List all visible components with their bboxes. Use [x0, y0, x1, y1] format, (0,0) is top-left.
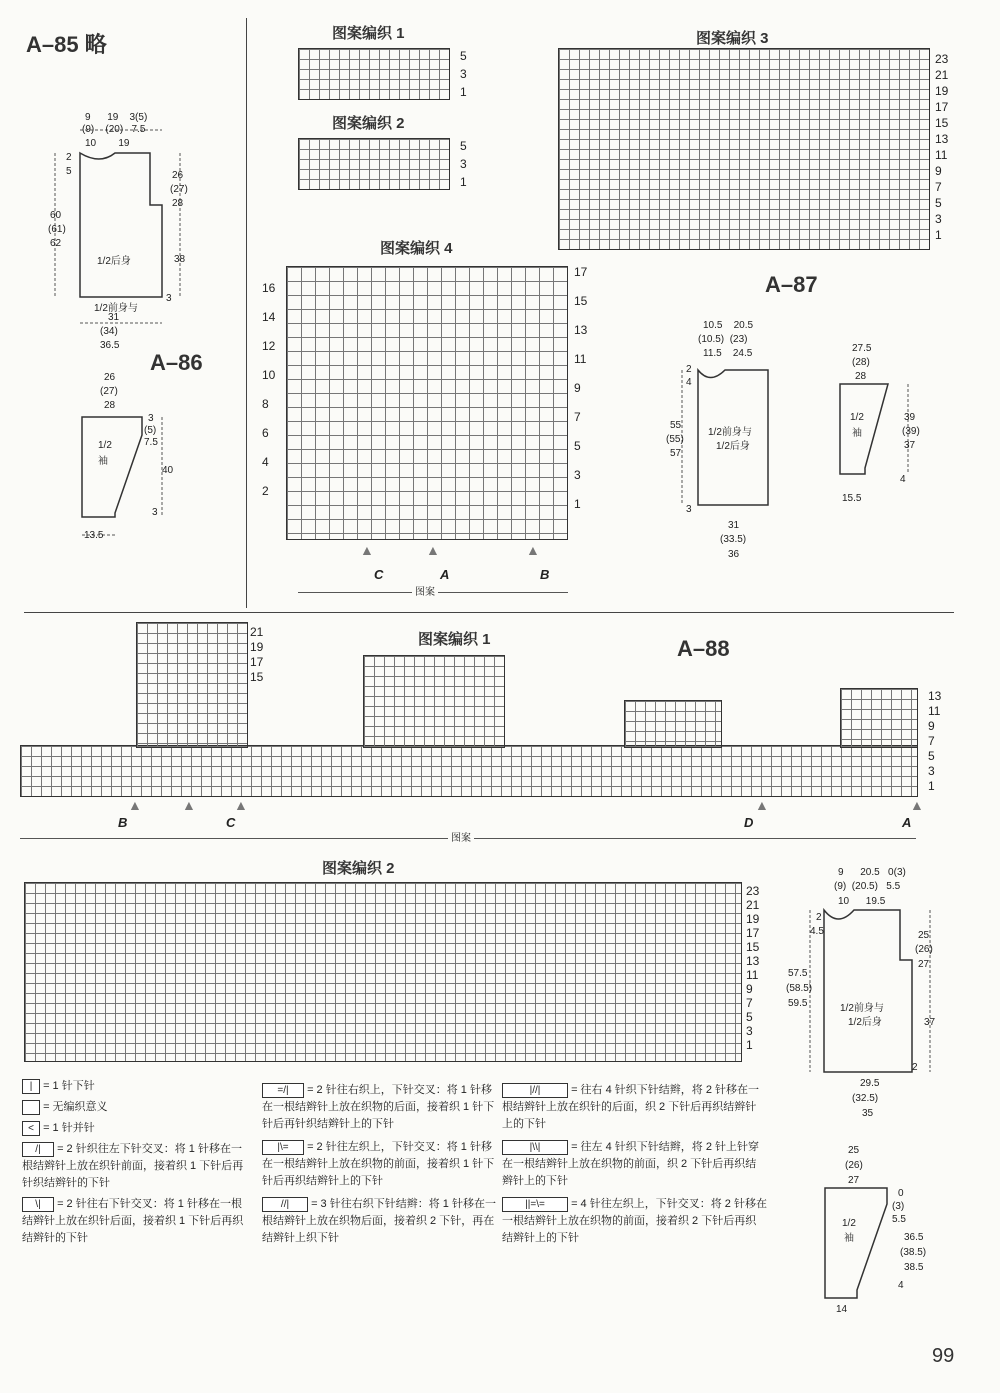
legend-text: = 2 针织往左下针交叉：将 1 针移在一根结辫针上放在织针前面，接着织 1 下针后再针织结辫针的下针: [22, 1143, 244, 1189]
a85-bottom-1: 31: [108, 312, 120, 323]
legend-text: = 往左 4 针织下针结辫，将 2 针上针穿在一根结辫针上放在织物的前面，织 2 下针后再织结辫针上的下针: [502, 1141, 760, 1187]
a88-body-top-2: 20.5: [860, 867, 880, 878]
a85-right-len-1: 26: [172, 170, 184, 181]
a88-p2-row: 3: [746, 1024, 753, 1038]
a88-body-top2-3: 5.5: [886, 881, 901, 892]
three-stitch-right-cable-icon: //|: [262, 1197, 308, 1212]
a88-pattern1-title: 图案编织 1: [418, 631, 491, 648]
a88-p1-row: 5: [928, 749, 935, 763]
pattern4-left-row: 14: [262, 310, 276, 324]
a88-p2-row: 11: [746, 968, 759, 982]
a86-right-small-1: 3: [148, 413, 154, 424]
a88-body-left-len-1: 57.5: [788, 968, 808, 979]
pattern4-left-row: 8: [262, 397, 269, 411]
legend-item: [22, 1120, 252, 1137]
a88-p2-row: 5: [746, 1010, 753, 1024]
a85-top-1: 9: [85, 112, 91, 123]
legend-text: = 往右 4 针织下针结辫，将 2 针移在一根结辫针上放在织针的后面，织 2 下针后再织结辫针上的下针: [502, 1084, 760, 1130]
a88-body-bottom-2: (32.5): [852, 1093, 879, 1104]
pattern4-left-row: 6: [262, 426, 269, 440]
a87-sleeve-label-2: 袖: [852, 428, 862, 439]
pattern2-top-row-3: 3: [460, 157, 467, 171]
pattern4-left-row: 2: [262, 484, 269, 498]
a88-sleeve-len-1: 36.5: [904, 1232, 924, 1243]
pattern4-right-row: 11: [574, 352, 587, 366]
a88-arrow-a-icon: ▲: [910, 797, 924, 813]
a88-pattern1-rows-left: [250, 626, 263, 684]
a87-sleeve-len-3: 37: [904, 440, 916, 451]
pattern2-top-grid: [298, 138, 450, 190]
a88-p1-block-a: [840, 688, 918, 748]
a87-sleeve-len-2: (39): [902, 426, 920, 437]
legend-item: [262, 1139, 497, 1190]
pattern1-top-row-3: 3: [460, 67, 467, 81]
pattern2-top-row-5: 5: [460, 139, 467, 153]
pattern4-right-row: 5: [574, 439, 581, 453]
a88-p1-row: 3: [928, 764, 935, 778]
a85-top2-1: (9): [82, 124, 95, 135]
a88-sleeve-label-2: 袖: [844, 1233, 854, 1244]
a85-code: A–85 略: [26, 32, 107, 57]
a88-body-label-1: 1/2前身与: [840, 1003, 884, 1014]
a87-top2-1: (10.5): [698, 334, 725, 345]
a85-bottom-3: 36.5: [100, 340, 120, 351]
a85-top-2: 19: [107, 112, 119, 123]
a88-body-right-len-2: (26): [915, 944, 933, 955]
a85-top2-2: (20): [105, 124, 124, 135]
a88-body-top2-1: (9): [834, 881, 847, 892]
a88-p2-row: 7: [746, 996, 753, 1010]
a88-body-left-small-2: 4.5: [810, 926, 824, 937]
a88-body-left-small-1: 2: [816, 912, 822, 923]
a88-body-right-low: 37: [924, 1017, 936, 1028]
a88-marker-d: D: [744, 815, 754, 830]
a88-p1-block-b: [136, 622, 248, 748]
divider-horizontal: [24, 612, 954, 613]
legend-text: = 2 针往左织上，下针交叉：将 1 针移在一根结辫针上放在织物的前面，接着织 1 针下针后再织结辫针上的下针: [262, 1141, 495, 1187]
legend-text: = 4 针往左织上，下针交叉：将 2 针移在一根结辫针上放在织物的前面，接着织 2 下针后再织结辫针上的下针: [502, 1198, 767, 1244]
a88-marker-a: A: [902, 815, 912, 830]
a88-pattern2-title: 图案编织 2: [322, 860, 395, 877]
a88-sleeve-top-1: 25: [848, 1145, 860, 1156]
a88-code: A–88: [677, 636, 730, 661]
a85-left-len-1: 60: [50, 210, 62, 221]
a88-body-right-len-1: 25: [918, 930, 930, 941]
a88-sleeve-len-3: 38.5: [904, 1262, 924, 1273]
a85-right-low: 38: [174, 254, 186, 265]
a88-p1-row: 19: [250, 640, 264, 654]
a88-body-bottom-1: 29.5: [860, 1078, 880, 1089]
a85-right-len-3: 28: [172, 198, 184, 209]
pattern3-row-numbers: [935, 53, 948, 242]
a88-p2-row: 19: [746, 912, 760, 926]
pattern3-row: 19: [935, 84, 949, 98]
a88-p1-band: [20, 745, 918, 797]
a87-left-small-2: 4: [686, 377, 692, 388]
a88-arrow-mid-icon: ▲: [182, 797, 196, 813]
legend-col-3: [502, 1082, 767, 1247]
a88-body-top3-1: 10: [838, 896, 850, 907]
pattern3-row: 5: [935, 196, 942, 210]
a88-sleeve-right-small-2: (3): [892, 1201, 905, 1212]
a88-p1-row: 13: [928, 689, 942, 703]
pattern2-top-title: 图案编织 2: [332, 115, 405, 132]
pattern4-marker-c: C: [374, 567, 384, 582]
pattern4-grid: [286, 266, 568, 540]
a88-p1-block-d: [624, 700, 722, 748]
a86-bottom: 13.5: [84, 530, 104, 541]
legend-item: [22, 1196, 252, 1247]
a86-right-len: 40: [162, 465, 174, 476]
pattern4-right-row: 17: [574, 265, 588, 279]
a85-top3-2: 19: [118, 138, 130, 149]
a85-left-len-3: 62: [50, 238, 62, 249]
a88-sleeve-label-1: 1/2: [842, 1218, 856, 1229]
a86-top-3: 28: [104, 400, 116, 411]
pattern1-top-row-1: 1: [460, 85, 467, 99]
a87-left-len-3: 57: [670, 448, 682, 459]
pattern1-top-grid: [298, 48, 450, 100]
pattern4-left-rows: [262, 282, 275, 498]
a88-p2-row: 23: [746, 884, 760, 898]
a88-p1-row: 9: [928, 719, 935, 733]
a87-piece-label-1: 1/2前身与: [708, 427, 752, 438]
a85-top2-3: 7.5: [131, 124, 146, 135]
legend-col-1: [22, 1078, 252, 1247]
pattern3-grid: [558, 48, 930, 250]
a88-body-label-2: 1/2后身: [848, 1017, 882, 1028]
four-stitch-left-cable-icon: |\\|: [502, 1140, 568, 1155]
a88-body-top-3: 0(3): [888, 867, 906, 878]
a87-top1-2: 20.5: [733, 320, 754, 331]
pattern4-left-row: 10: [262, 368, 276, 382]
legend-item: [262, 1082, 497, 1133]
pattern3-title: 图案编织 3: [696, 30, 769, 47]
a87-top2-2: (23): [729, 334, 748, 345]
a88-sleeve-right-small-1: 0: [898, 1188, 904, 1199]
a87-sleeve-top-2: (28): [852, 357, 870, 368]
legend-text: = 3 针往右织下针结辫：将 1 针移在一根结辫针上放在织物后面，接着织 2 下针，再在结辫针上织下针: [262, 1198, 496, 1244]
legend-item: [22, 1099, 252, 1116]
a88-sleeve-top-3: 27: [848, 1175, 860, 1186]
right-cross-icon: \|: [22, 1197, 54, 1212]
a88-body-right-len-3: 27: [918, 959, 930, 970]
pattern4-right-row: 1: [574, 497, 581, 511]
a88-p1-row: 21: [250, 625, 264, 639]
a87-bottom-2: (33.5): [720, 534, 747, 545]
a88-pattern2-rows: [746, 885, 759, 1052]
a88-p1-row: 11: [928, 704, 941, 718]
a88-arrow-c-icon: ▲: [234, 797, 248, 813]
a88-body-left-len-3: 59.5: [788, 998, 808, 1009]
a87-left-len-1: 55: [670, 420, 682, 431]
a87-top3-2: 24.5: [732, 348, 753, 359]
a85-bottom-2: (34): [100, 326, 118, 337]
a88-body-top3-2: 19.5: [865, 896, 886, 907]
legend-col-2: [262, 1082, 497, 1247]
legend-item: [22, 1078, 252, 1095]
pattern3-row: 13: [935, 132, 949, 146]
a88-p2-row: 15: [746, 940, 760, 954]
a87-sleeve-label-1: 1/2: [850, 412, 864, 423]
pattern3-row: 7: [935, 180, 942, 194]
a88-p1-row: 15: [250, 670, 264, 684]
a86-code: A–86: [150, 350, 203, 375]
a85-right-len-2: (27): [170, 184, 188, 195]
a86-piece-label-1: 1/2: [98, 440, 112, 451]
pattern4-arrow-b-icon: ▲: [526, 542, 540, 558]
legend-text: = 2 针往右织上，下针交叉：将 1 针移在一根结辫针上放在织物的后面，接着织 1 针下针后再针织结辫针上的下针: [262, 1084, 495, 1130]
legend-text: = 2 针往右下针交叉：将 1 针移在一根结辫针上放在织针后面，接着织 1 下针后再织结辫针的下针: [22, 1198, 244, 1244]
a86-top-1: 26: [104, 372, 116, 383]
a87-code: A–87: [765, 272, 818, 297]
a88-sleeve-bottom: 15.5: [842, 493, 862, 504]
a88-sleeve-top-2: (26): [845, 1160, 863, 1171]
pattern4-left-row: 4: [262, 455, 269, 469]
pattern4-right-row: 7: [574, 410, 581, 424]
legend-text: = 1 针下针: [43, 1080, 95, 1092]
pattern2-top-row-1: 1: [460, 175, 467, 189]
pattern4-left-row: 12: [262, 339, 276, 353]
a88-body-right-bottom: 2: [912, 1062, 918, 1073]
a88-sleeve-small: 4: [898, 1280, 904, 1291]
knit-stitch-icon: |: [22, 1079, 40, 1094]
a88-p2-row: 17: [746, 926, 760, 940]
pattern4-right-row: 13: [574, 323, 588, 337]
a87-sleeve-top-3: 28: [855, 371, 867, 382]
pattern3-row: 3: [935, 212, 942, 226]
a87-piece-label-2: 1/2后身: [716, 441, 750, 452]
a86-right-small-2: (5): [144, 425, 157, 436]
legend-item: [502, 1139, 767, 1190]
pattern4-arrow-c-icon: ▲: [360, 542, 374, 558]
a85-left-small-1: 2: [66, 152, 72, 163]
a88-pattern1-caption: 图案: [448, 833, 474, 845]
a86-right-bottom: 3: [152, 507, 158, 518]
a88-pattern1-rows-right: [928, 690, 941, 793]
a87-left-bottom: 3: [686, 504, 692, 515]
pattern3-row: 21: [935, 68, 949, 82]
a87-left-small-1: 2: [686, 364, 692, 375]
pattern4-right-row: 15: [574, 294, 588, 308]
pattern3-row: 9: [935, 164, 942, 178]
page-number: 99: [932, 1345, 955, 1367]
pattern3-row: 23: [935, 52, 949, 66]
left-cross-icon: /|: [22, 1142, 54, 1157]
a88-marker-b: B: [118, 815, 128, 830]
a86-piece-label-2: 袖: [98, 456, 108, 467]
a88-sleeve-right-small-3: 5.5: [892, 1214, 906, 1225]
no-stitch-icon: [22, 1100, 40, 1115]
a87-bottom-3: 36: [728, 549, 740, 560]
a85-top-3: 3(5): [129, 112, 148, 123]
a88-p1-row: 17: [250, 655, 264, 669]
legend-text: = 无编织意义: [43, 1101, 108, 1113]
a88-p2-row: 9: [746, 982, 753, 996]
a88-p2-row: 21: [746, 898, 760, 912]
a85-piece-label-1: 1/2前身与: [94, 303, 138, 314]
a88-p2-row: 13: [746, 954, 760, 968]
decrease-stitch-icon: <: [22, 1121, 40, 1136]
a88-body-left-len-2: (58.5): [786, 983, 813, 994]
pattern4-marker-a: A: [440, 567, 450, 582]
a85-left-len-2: (61): [48, 224, 66, 235]
a88-body-top-1: 9: [838, 867, 844, 878]
four-stitch-left-purl-cross-icon: ||=\=: [502, 1197, 568, 1212]
a88-marker-c: C: [226, 815, 236, 830]
a87-left-len-2: (55): [666, 434, 684, 445]
a88-arrow-d-icon: ▲: [755, 797, 769, 813]
pattern1-top-title: 图案编织 1: [332, 25, 405, 42]
left-purl-cross-icon: |\=: [262, 1140, 304, 1155]
a88-sleeve-len-2: (38.5): [900, 1247, 927, 1258]
a88-p1-block-c: [363, 655, 505, 748]
a88-pattern2-grid: [24, 882, 742, 1062]
a87-sleeve-len-1: 39: [904, 412, 916, 423]
a87-bottom-1: 31: [728, 520, 740, 531]
pattern1-top-row-5: 5: [460, 49, 467, 63]
a85-piece-label-2: 1/2后身: [97, 256, 131, 267]
a88-sleeve-bottom: 14: [836, 1304, 848, 1315]
a85-top3-1: 10: [85, 138, 97, 149]
a88-p1-row: 7: [928, 734, 935, 748]
pattern4-arrow-a-icon: ▲: [426, 542, 440, 558]
pattern3-row: 17: [935, 100, 949, 114]
pattern4-right-row: 9: [574, 381, 581, 395]
legend-item: [262, 1196, 497, 1247]
a87-sleeve-small: 4: [900, 474, 906, 485]
divider-vertical: [246, 18, 247, 608]
pattern4-title: 图案编织 4: [380, 240, 453, 257]
a88-arrow-b-icon: ▲: [128, 797, 142, 813]
pattern3-row: 15: [935, 116, 949, 130]
a86-right-small-3: 7.5: [144, 437, 158, 448]
pattern4-caption: 图案: [412, 587, 438, 599]
pattern3-row: 11: [935, 148, 948, 162]
pattern4-right-row: 3: [574, 468, 581, 482]
legend-text: = 1 针并针: [43, 1122, 95, 1134]
pattern4-right-rows: [574, 266, 587, 511]
legend-item: [502, 1082, 767, 1133]
a88-body-top2-2: (20.5): [851, 881, 878, 892]
legend-item: [502, 1196, 767, 1247]
pattern4-marker-b: B: [540, 567, 550, 582]
pattern4-left-row: 16: [262, 281, 276, 295]
legend-item: [22, 1141, 252, 1192]
a85-left-small-2: 5: [66, 166, 72, 177]
four-stitch-right-cable-icon: |//|: [502, 1083, 568, 1098]
a87-sleeve-top-1: 27.5: [852, 343, 872, 354]
a88-p2-row: 1: [746, 1038, 753, 1052]
a88-body-bottom-3: 35: [862, 1108, 874, 1119]
a85-right-bottom: 3: [166, 293, 172, 304]
right-purl-cross-icon: =/|: [262, 1083, 304, 1098]
a86-top-2: (27): [100, 386, 118, 397]
a87-top3-1: 11.5: [703, 348, 722, 359]
a87-top1-1: 10.5: [703, 320, 723, 331]
pattern3-row: 1: [935, 228, 942, 242]
a88-p1-row: 1: [928, 779, 935, 793]
